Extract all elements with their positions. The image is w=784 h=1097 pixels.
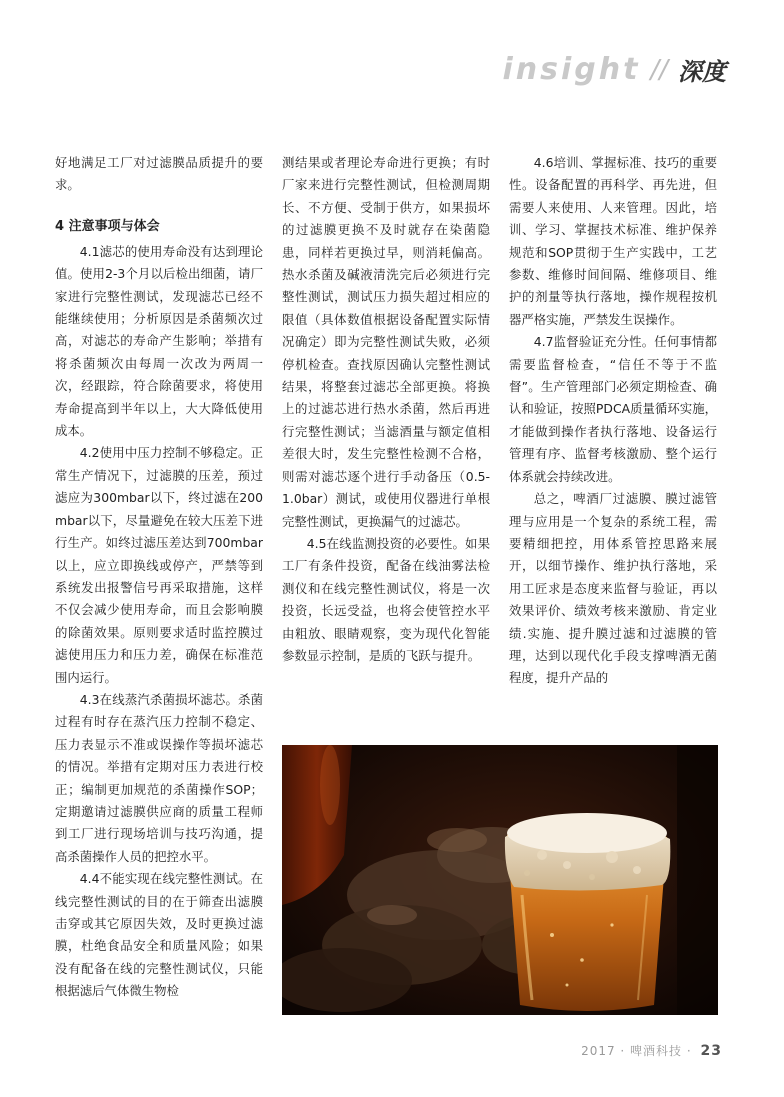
- paragraph-4-3: 4.3在线蒸汽杀菌损坏滤芯。杀菌过程有时存在蒸汽压力控制不稳定、压力表显示不准或误操作等损坏滤芯的情况。举措有定期对压力表进行校正；编制更加规范的杀菌操作SOP；定期邀请过滤膜供应商的质量工程师到工厂进行现场培训与技巧沟通，提高杀菌操作人员的把控水平。: [55, 691, 263, 864]
- page-number: 23: [700, 1043, 722, 1059]
- page-header: [503, 52, 726, 87]
- paragraph-continuation: 好地满足工厂对过滤膜品质提升的要求。: [55, 155, 263, 193]
- paragraph-4-1: 4.1滤芯的使用寿命没有达到理论值。使用2-3个月以后检出细菌，请厂家进行完整性测试，发现滤芯已经不能继续使用；分析原因是杀菌频次过高，对滤芯的寿命产生影响；举措有将杀菌频次由每周一次改为两周一次，经跟踪，符合除菌要求，将使用寿命提高到半年以上，大大降低使用成本。: [55, 243, 263, 439]
- header-separator: //: [650, 54, 668, 85]
- paragraph-4-5: 4.5在线监测投资的必要性。如果工厂有条件投资，配备在线油雾法检测仪和在线完整性测试仪，将是一次投资，长远受益，也将会使管控水平由粗放、眼睛观察，变为现代化智能参数显示控制，是质的飞跃与提升。: [282, 535, 490, 663]
- paragraph-4-2: 4.2使用中压力控制不够稳定。正常生产情况下，过滤膜的压差，预过滤应为300mbar以下，终过滤在200mbar以下，尽量避免在较大压差下进行生产。如终过滤压差达到700mbar以上，应立即换线或停产，严禁等到系统发出报警信号再采取措施，这样不仅会减少使用寿命，而且会影响膜的除菌效果。原则要求适时监控膜过滤使用压力和压力差，确保在标准范围内运行。: [55, 445, 263, 685]
- footer-publication: 2017 · 啤酒科技 ·: [581, 1044, 692, 1058]
- paragraph-4-6: 4.6培训、掌握标准、技巧的重要性。设备配置的再科学、再先进，但需要人来使用、人来管理。因此，培训、学习、掌握技术标准、维护保养规范和SOP贯彻于生产实践中，工艺参数、维修时间间隔、维修项目、维护的剂量等执行落地，操作规程按机器严格实施，严禁发生误操作。: [509, 155, 717, 327]
- page-footer: [581, 1042, 722, 1059]
- section-heading: 4 注意事项与体会: [55, 218, 160, 234]
- beer-glass-photo: [282, 745, 718, 1015]
- paragraph-4-4: 4.4不能实现在线完整性测试。在线完整性测试的目的在于筛查出滤膜击穿或其它原因失效，及时更换过滤膜，杜绝食品安全和质量风险；如果没有配备在线的完整性测试仪，只能根据滤后气体微生物检: [55, 871, 263, 999]
- header-section-title: 深度: [678, 58, 726, 86]
- paragraph-4-4-continued: 测结果或者理论寿命进行更换；有时厂家来进行完整性测试，但检测周期长、不方便、受制于供方，如果损坏的过滤膜更换不及时就存在染菌隐患，同样若更换过早，则消耗偏高。热水杀菌及碱液清洗完后必须进行完整性测试，测试压力损失超过相应的限值（具体数值根据设备配置实际情况确定）即为完整性测试失败，必须停机检查。查找原因确认完整性测试结果，将整套过滤芯全部更换。将换上的过滤芯进行热水杀菌，然后再进行完整性测试；当滤酒量与额定值相差很大时，发生完整性检测不合格，则需对滤芯逐个进行手动备压（0.5-1.0bar）测试，或使用仪器进行单根完整性测试，更换漏气的过滤芯。: [282, 155, 490, 529]
- header-insight-logo: insight: [502, 52, 641, 87]
- paragraph-conclusion: 总之，啤酒厂过滤膜、膜过滤管理与应用是一个复杂的系统工程，需要精细把控，用体系管控思路来展开，以细节操作、维护执行落地，采用工匠求是态度来监督与验证，再以效果评价、绩效考核来激励、肯定业绩.实施、提升膜过滤和过滤膜的管理，达到以现代化手段支撑啤酒无菌程度，提升产品的: [509, 491, 717, 686]
- article-column-1: [55, 152, 263, 1003]
- paragraph-4-7: 4.7监督验证充分性。任何事情都需要监督检查，“信任不等于不监督”。生产管理部门必须定期检查、确认和验证，按照PDCA质量循环实施，才能做到操作者执行落地、设备运行管理有序、监督考核激励、整个运行体系就会持续改进。: [509, 334, 717, 484]
- article-column-3: [509, 152, 717, 690]
- article-column-2: [282, 152, 490, 667]
